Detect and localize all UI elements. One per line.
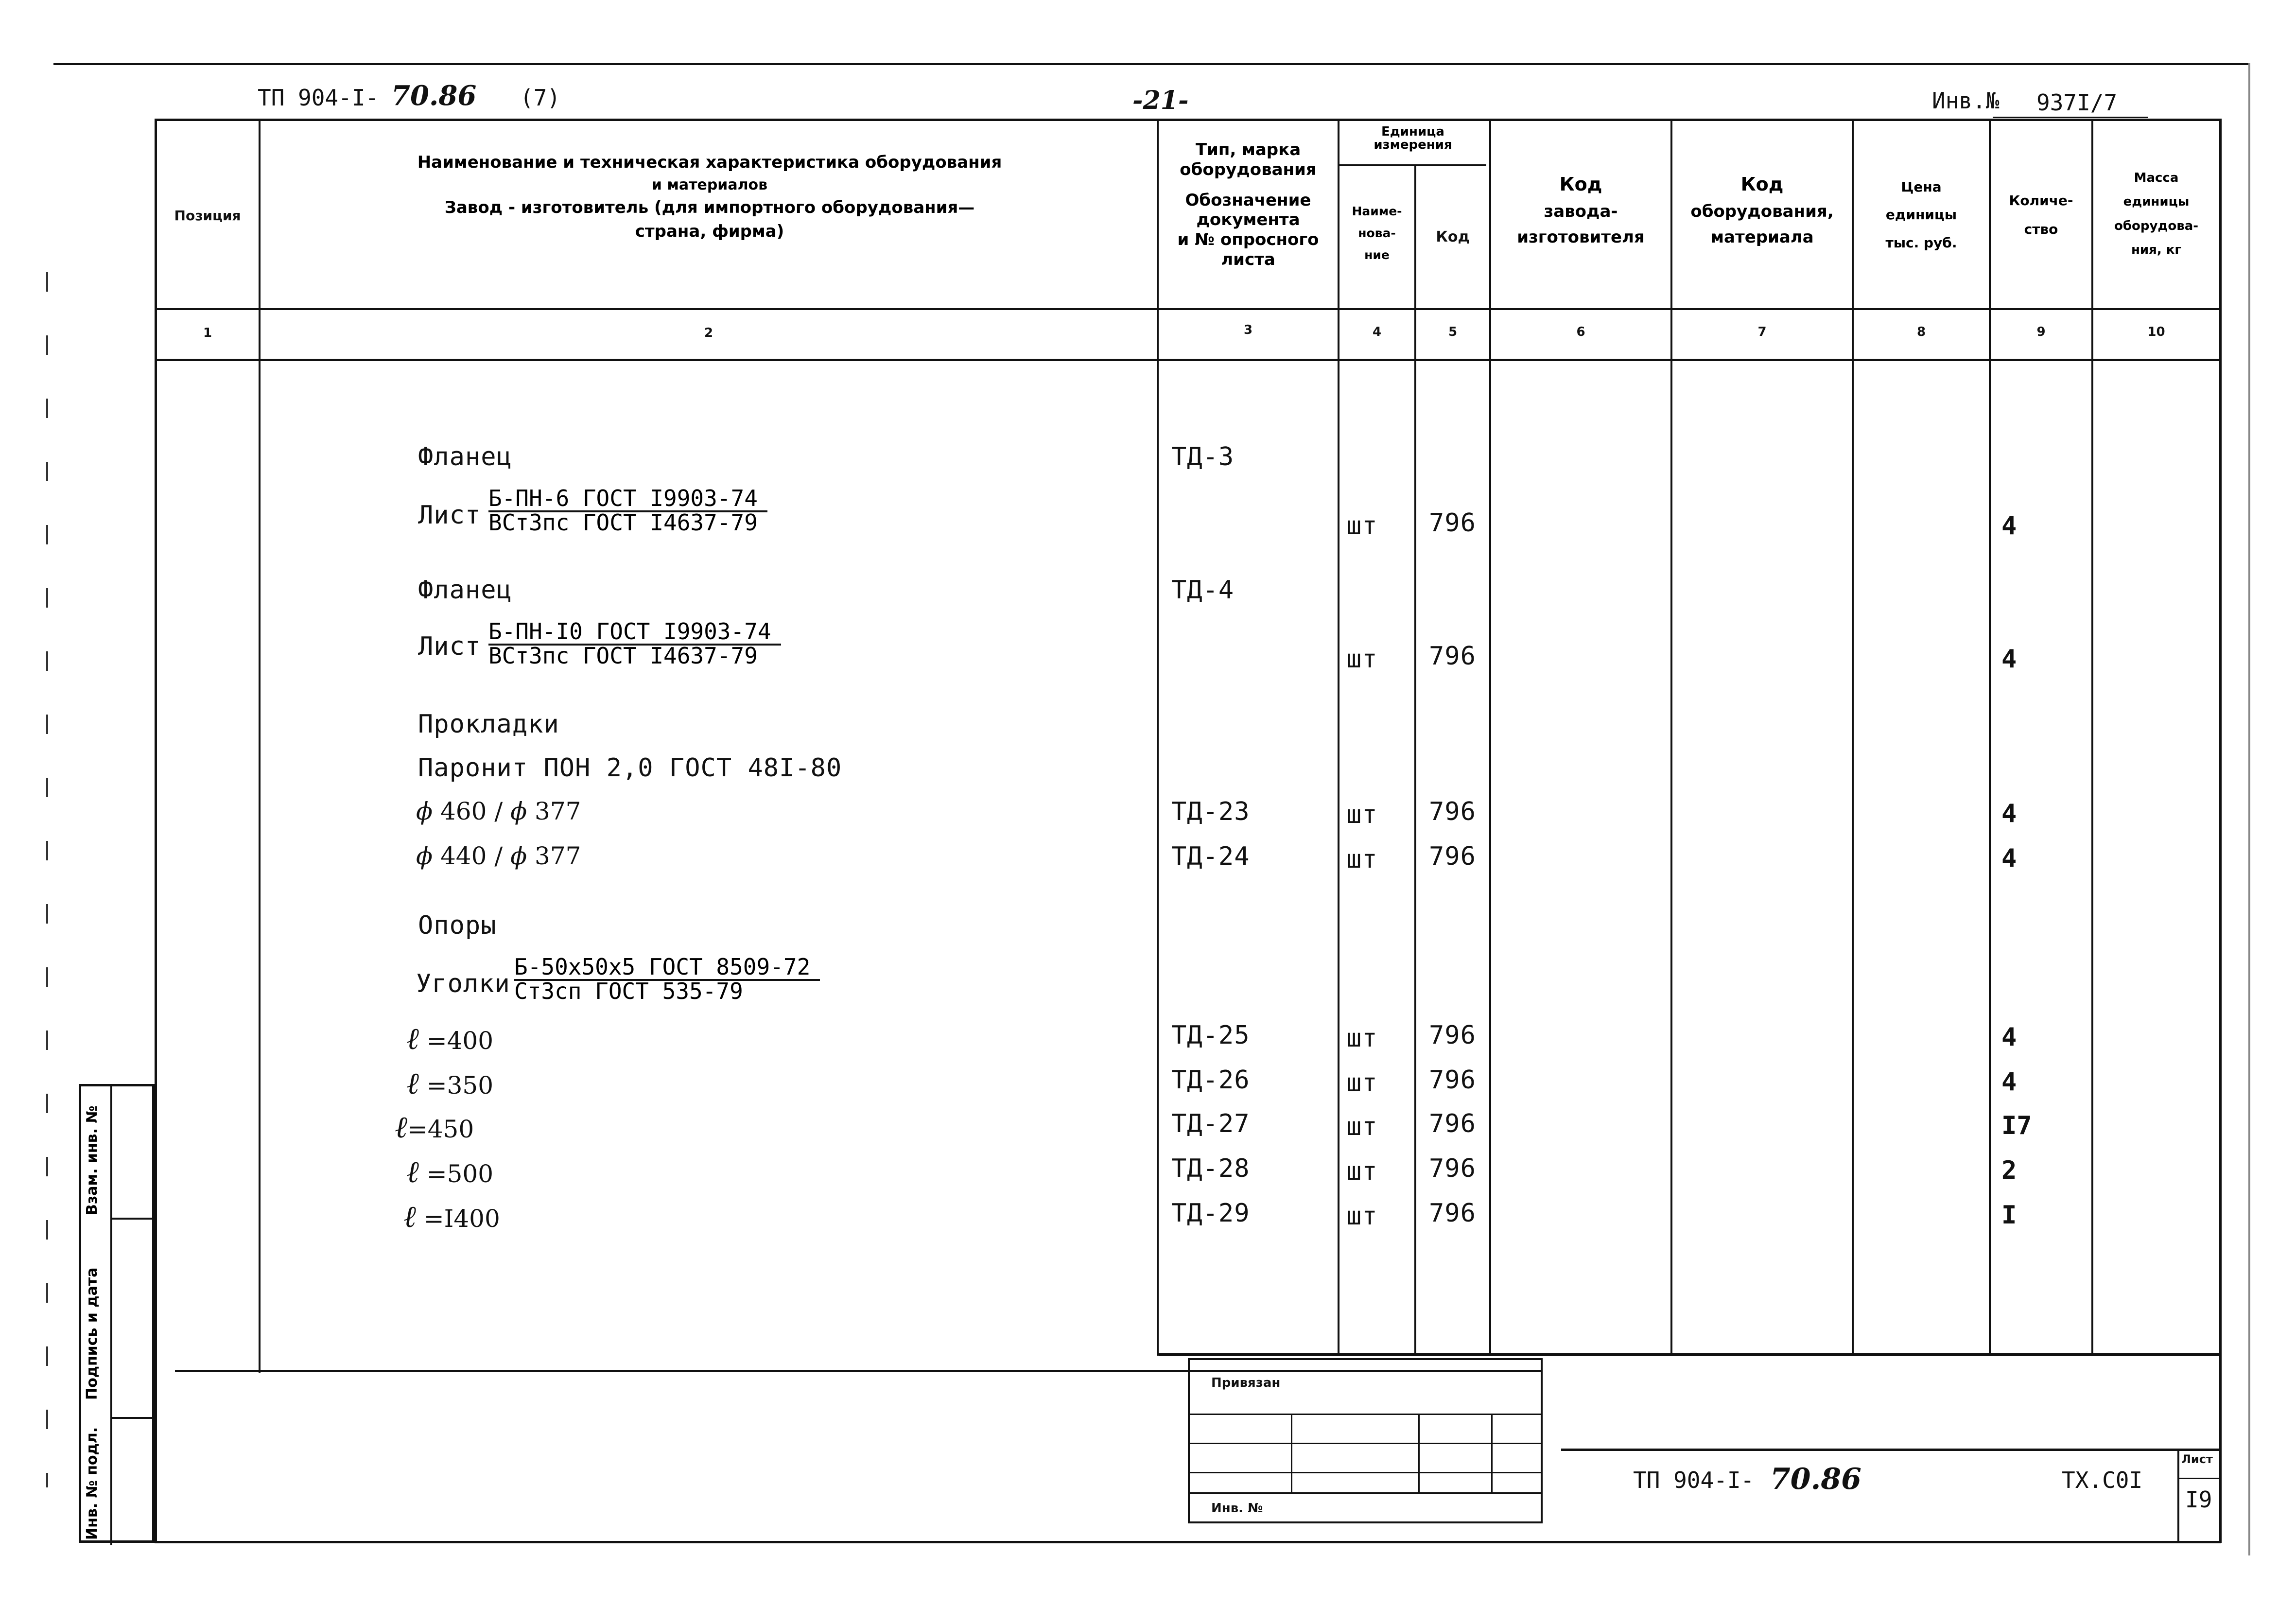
row5-qty: I: [2001, 1201, 2017, 1230]
col6-header: Код завода- изготовителя: [1517, 174, 1645, 247]
inv-no-label: Инв. №: [1211, 1501, 1263, 1516]
colnum-10: 10: [2147, 325, 2165, 339]
length-row-3: ℓ=450: [395, 1109, 474, 1145]
flange1-type: ТД-3: [1171, 442, 1235, 472]
row4-qty: 2: [2001, 1156, 2017, 1185]
row4-code: 796: [1429, 1154, 1476, 1183]
sheet-value: I9: [2185, 1486, 2212, 1513]
col4-header: Наиме- нова- ние: [1352, 204, 1402, 262]
row3-unit: шт: [1346, 1112, 1378, 1141]
sheet2-label: Лист: [418, 632, 481, 661]
sheet2-qty: 4: [2001, 645, 2017, 674]
col-sep-9: [2091, 119, 2093, 1356]
diameter-icon: ϕ: [510, 797, 527, 825]
length-icon: ℓ: [403, 1199, 416, 1234]
gasket1-unit: шт: [1346, 800, 1378, 829]
supports-label: Опоры: [418, 911, 497, 940]
angles-top: Б-50х50х5 ГОСТ 8509-72: [514, 957, 820, 981]
length-icon: ℓ: [406, 1154, 419, 1189]
sheet1-fraction: [488, 485, 767, 536]
col7-header: Код оборудования, материала: [1690, 174, 1834, 247]
col5-header: Код: [1436, 228, 1470, 245]
top-doc-prefix: ТП 904-I-: [258, 85, 379, 111]
col-sep-1: [259, 119, 261, 1373]
col-sep-8: [1989, 119, 1991, 1356]
row3-type: ТД-27: [1171, 1109, 1250, 1138]
sheet1-unit: шт: [1346, 511, 1378, 541]
row1-code: 796: [1429, 1021, 1476, 1050]
row2-type: ТД-26: [1171, 1066, 1250, 1095]
title-block-top: [1561, 1449, 2221, 1451]
sheet2-unit: шт: [1346, 645, 1378, 674]
length-icon: ℓ: [406, 1021, 419, 1056]
gasket1-code: 796: [1429, 797, 1476, 826]
body-bottom-line: [1159, 1353, 2219, 1356]
length-row-4: ℓ =500: [406, 1154, 494, 1189]
colnum-8: 8: [1916, 325, 1926, 339]
col-sep-2: [1157, 119, 1159, 1356]
row3-qty: I7: [2001, 1111, 2032, 1140]
col8-header: Цена единицы тыс. руб.: [1885, 179, 1957, 251]
stamp-doc-prefix: ТП 904-I-: [1633, 1467, 1755, 1493]
colnum-2: 2: [704, 326, 713, 340]
flange2-type: ТД-4: [1171, 576, 1235, 605]
gaskets-label: Прокладки: [418, 710, 559, 739]
sheet1-code: 796: [1429, 508, 1476, 538]
row4-type: ТД-28: [1171, 1154, 1250, 1183]
header-bottom-line: [155, 308, 2221, 310]
gasket2-qty: 4: [2001, 844, 2017, 873]
sheet-cell-left: [2177, 1449, 2179, 1543]
colnum-5: 5: [1448, 325, 1458, 339]
inv-underline: [1993, 117, 2148, 118]
colnum-4: 4: [1372, 325, 1382, 339]
length-row-5: ℓ =I400: [403, 1199, 500, 1234]
frame-right: [2219, 119, 2222, 1543]
paronite-label: Паронит ПОН 2,0 ГОСТ 48I-80: [418, 753, 842, 783]
colnum-1: 1: [203, 326, 212, 340]
angles-bottom: Ст3сп ГОСТ 535-79: [514, 978, 743, 1004]
col-sep-4: [1414, 164, 1416, 1356]
colnum-6: 6: [1576, 325, 1585, 339]
left-edge-marks: [46, 272, 48, 1487]
gasket1-type: ТД-23: [1171, 797, 1250, 826]
approval-block: [1188, 1358, 1543, 1523]
gasket2-type: ТД-24: [1171, 842, 1250, 871]
vzam-label: Взам. инв. №: [84, 1105, 101, 1215]
gasket1-size: ϕ 460 / ϕ 377: [416, 797, 581, 825]
diameter-icon: ϕ: [416, 842, 433, 870]
row5-unit: шт: [1346, 1202, 1378, 1231]
row5-type: ТД-29: [1171, 1199, 1250, 1228]
col1-header: Позиция: [174, 208, 241, 224]
sheet1-bottom: ВСт3пс ГОСТ I4637-79: [488, 509, 758, 536]
angles-fraction: [514, 954, 820, 1004]
col2-header: Наименование и техническая характеристика оборудования и материалов Завод - изготовитель (для импортного оборудования— страна, фирма): [417, 153, 1002, 242]
row1-qty: 4: [2001, 1023, 2017, 1052]
angles-label: Уголки: [416, 969, 510, 998]
col-sep-7: [1852, 119, 1854, 1356]
top-doc-number: 70.86: [391, 80, 477, 112]
sheet2-fraction: [488, 618, 781, 669]
flange1-label: Фланец: [418, 442, 512, 472]
length-icon: ℓ: [395, 1109, 407, 1145]
row1-unit: шт: [1346, 1024, 1378, 1053]
privyazan-label: Привязан: [1211, 1376, 1281, 1390]
col-sep-3: [1338, 119, 1339, 1356]
gasket2-code: 796: [1429, 842, 1476, 871]
inv-label: Инв.№: [1932, 87, 2000, 114]
col-sep-5: [1489, 119, 1491, 1356]
stamp-doc-number: 70.86: [1770, 1462, 1861, 1496]
sheet-right-edge: [2248, 63, 2250, 1555]
gasket2-unit: шт: [1346, 845, 1378, 874]
frame-bottom: [155, 1541, 2221, 1543]
length-row-2: ℓ =350: [406, 1066, 494, 1101]
sheet1-qty: 4: [2001, 511, 2017, 541]
inv-podl-label: Инв. № подл.: [84, 1427, 101, 1540]
top-doc-suffix: (7): [520, 85, 561, 111]
unit-header: Единица измерения: [1374, 124, 1452, 153]
numbers-bottom-line: [155, 359, 2221, 361]
row3-code: 796: [1429, 1109, 1476, 1138]
row4-unit: шт: [1346, 1157, 1378, 1186]
sheet1-top: Б-ПН-6 ГОСТ I9903-74: [488, 488, 767, 512]
row2-code: 796: [1429, 1066, 1476, 1095]
sheet1-label: Лист: [418, 501, 481, 530]
sheet2-code: 796: [1429, 642, 1476, 671]
diameter-icon: ϕ: [416, 797, 433, 825]
sheet2-bottom: ВСт3пс ГОСТ I4637-79: [488, 642, 758, 669]
row2-qty: 4: [2001, 1067, 2017, 1097]
row5-code: 796: [1429, 1199, 1476, 1228]
inv-value: 937I/7: [2036, 89, 2118, 116]
sheet-cell-mid: [2177, 1478, 2221, 1479]
length-icon: ℓ: [406, 1066, 419, 1101]
colnum-9: 9: [2036, 325, 2046, 339]
col-sep-6: [1670, 119, 1672, 1356]
col9-header: Количе- ство: [2009, 192, 2073, 237]
gasket1-qty: 4: [2001, 799, 2017, 828]
gasket2-size: ϕ 440 / ϕ 377: [416, 842, 581, 870]
sheet2-top: Б-ПН-I0 ГОСТ I9903-74: [488, 621, 781, 646]
col3-header: Тип, марка оборудования Обозначение документа и № опросного листа: [1177, 140, 1319, 269]
col10-header: Масса единицы оборудова- ния, кг: [2114, 171, 2199, 258]
row2-unit: шт: [1346, 1068, 1378, 1098]
length-row-1: ℓ =400: [406, 1021, 494, 1056]
colnum-7: 7: [1757, 325, 1767, 339]
diameter-icon: ϕ: [510, 842, 527, 870]
frame-top: [155, 119, 2221, 121]
sheet-top-edge: [53, 63, 2250, 65]
podpis-label: Подпись и дата: [84, 1267, 101, 1400]
flange2-label: Фланец: [418, 576, 512, 605]
page-marker: -21-: [1132, 86, 1189, 115]
sheet-label: Лист: [2181, 1452, 2213, 1466]
colnum-3: 3: [1243, 323, 1253, 337]
row1-type: ТД-25: [1171, 1021, 1250, 1050]
stamp-code: ТХ.С0I: [2062, 1467, 2143, 1493]
unit-sub-line: [1338, 164, 1486, 166]
